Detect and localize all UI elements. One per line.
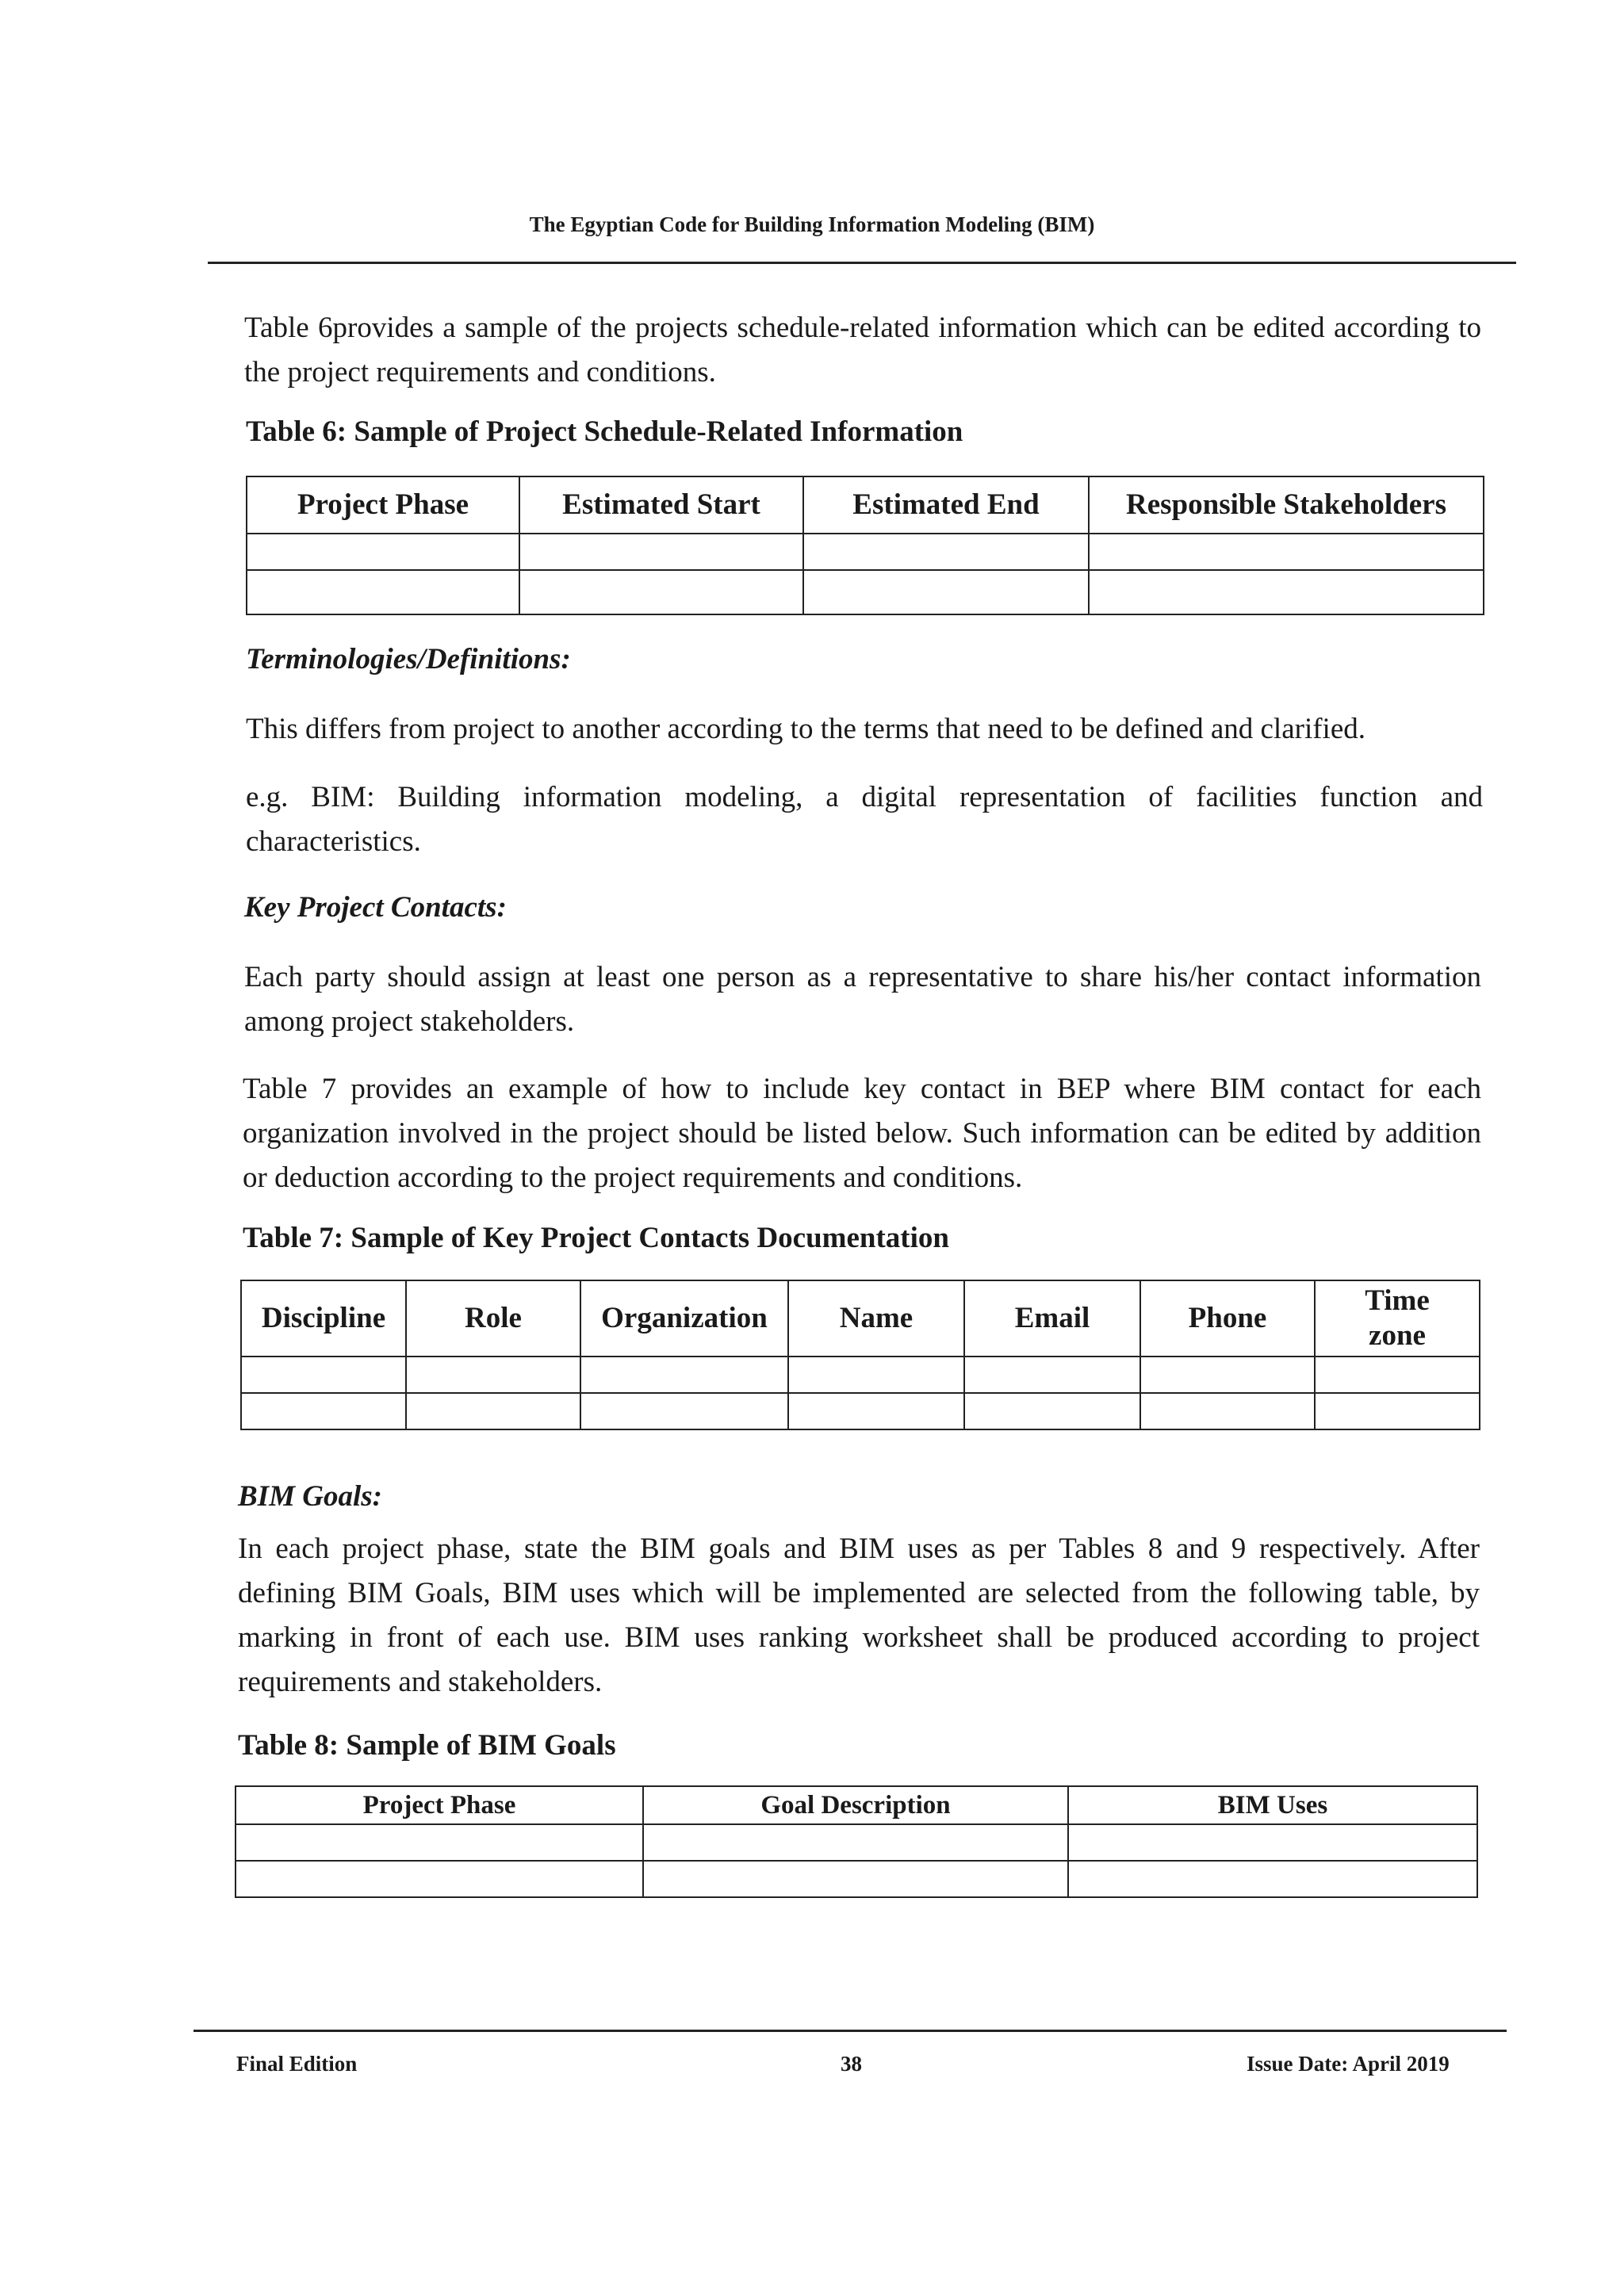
running-header: The Egyptian Code for Building Information Modeling (BIM)	[529, 212, 1095, 236]
table-cell	[580, 1357, 788, 1393]
table-cell	[241, 1393, 406, 1429]
table7-col-time-zone: Time zone	[1315, 1280, 1480, 1357]
footer-edition: Final Edition	[236, 2052, 358, 2076]
table-row	[247, 570, 1484, 614]
footer-rule	[193, 2030, 1507, 2032]
bim-goals-heading: BIM Goals:	[238, 1480, 382, 1513]
table-cell	[580, 1393, 788, 1429]
table7-intro-paragraph: Table 7 provides an example of how to include key contact in BEP where BIM contact for each organization involved in the project should be listed below. Such information can be edited by addition or deduction according to the project requirements and conditions.	[243, 1073, 1481, 1194]
table-cell	[1315, 1393, 1480, 1429]
table-cell	[643, 1861, 1068, 1897]
table-cell	[406, 1393, 580, 1429]
table7-col-email: Email	[964, 1280, 1140, 1357]
table-row	[241, 1357, 1480, 1393]
table6-schedule	[246, 476, 1484, 615]
table8-col-project-phase: Project Phase	[236, 1786, 643, 1824]
table-cell	[1315, 1357, 1480, 1393]
table6-title: Table 6: Sample of Project Schedule-Related Information	[246, 415, 963, 448]
table7-col-role: Role	[406, 1280, 580, 1357]
terminologies-heading: Terminologies/Definitions:	[246, 643, 571, 675]
table-cell	[1089, 570, 1484, 614]
key-contacts-heading: Key Project Contacts:	[244, 891, 507, 924]
table-cell	[406, 1357, 580, 1393]
table-row	[241, 1393, 1480, 1429]
terminologies-example-paragraph: e.g. BIM: Building information modeling, a digital representation of facilities function and characteristics.	[246, 781, 1483, 858]
footer-issue-date: Issue Date: April 2019	[1247, 2052, 1450, 2076]
table-cell	[519, 570, 803, 614]
table7-title: Table 7: Sample of Key Project Contacts Documentation	[243, 1222, 949, 1254]
table6-col-responsible-stakeholders: Responsible Stakeholders	[1089, 476, 1484, 534]
table8-col-bim-uses: BIM Uses	[1068, 1786, 1477, 1824]
table-cell	[236, 1861, 643, 1897]
header-rule	[208, 262, 1516, 264]
table-cell	[1068, 1861, 1477, 1897]
table-cell	[788, 1393, 964, 1429]
table-cell	[247, 570, 519, 614]
bim-goals-paragraph: In each project phase, state the BIM goals and BIM uses as per Tables 8 and 9 respectively. After defining BIM Goals, BIM uses which will be implemented are selected from the following table, by marking in front of each use. BIM uses ranking worksheet shall be produced according to project requirements and stakeholders.	[238, 1533, 1480, 1698]
table8-col-goal-description: Goal Description	[643, 1786, 1068, 1824]
table6-intro-paragraph: Table 6provides a sample of the projects schedule-related information which can be edited according to the project requirements and conditions.	[244, 312, 1481, 388]
table-cell	[964, 1357, 1140, 1393]
terminologies-paragraph: This differs from project to another according to the terms that need to be defined and clarified.	[246, 713, 1365, 745]
table7-header-row	[241, 1280, 1480, 1357]
table7-key-contacts	[240, 1280, 1480, 1430]
table7-col-organization: Organization	[580, 1280, 788, 1357]
table-cell	[247, 534, 519, 570]
key-contacts-paragraph: Each party should assign at least one person as a representative to share his/her contact information among project stakeholders.	[244, 961, 1481, 1038]
table-cell	[1068, 1824, 1477, 1861]
table-cell	[964, 1393, 1140, 1429]
table7-col-phone: Phone	[1140, 1280, 1315, 1357]
table-cell	[1140, 1393, 1315, 1429]
table-cell	[519, 534, 803, 570]
table-cell	[241, 1357, 406, 1393]
table-cell	[1089, 534, 1484, 570]
table6-col-estimated-start: Estimated Start	[519, 476, 803, 534]
table-row	[247, 534, 1484, 570]
table-row	[236, 1861, 1477, 1897]
table8-bim-goals	[235, 1785, 1478, 1898]
table6-col-project-phase: Project Phase	[247, 476, 519, 534]
table-cell	[803, 570, 1089, 614]
table-cell	[236, 1824, 643, 1861]
table6-col-estimated-end: Estimated End	[803, 476, 1089, 534]
table6-header-row	[247, 476, 1484, 534]
table-row	[236, 1824, 1477, 1861]
table-cell	[643, 1824, 1068, 1861]
table-cell	[803, 534, 1089, 570]
table7-col-name: Name	[788, 1280, 964, 1357]
table-cell	[788, 1357, 964, 1393]
table8-header-row	[236, 1786, 1477, 1824]
table8-title: Table 8: Sample of BIM Goals	[238, 1729, 616, 1762]
page-number: 38	[841, 2052, 862, 2076]
table-cell	[1140, 1357, 1315, 1393]
table7-col-discipline: Discipline	[241, 1280, 406, 1357]
